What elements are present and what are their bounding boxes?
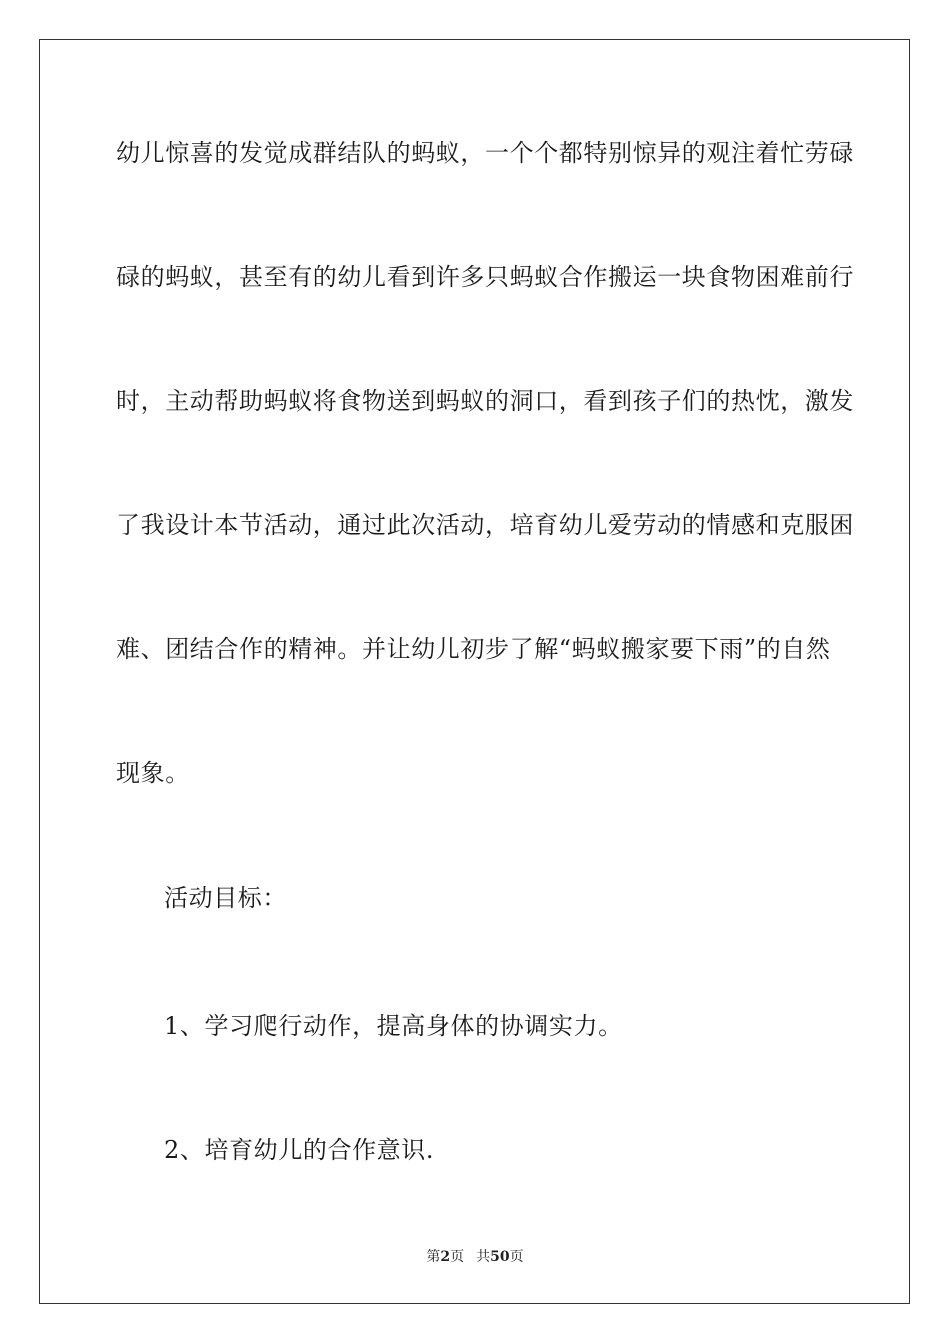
page-border xyxy=(39,39,910,1304)
body-line-6: 现象。 xyxy=(116,759,190,787)
page-footer xyxy=(0,1248,950,1266)
footer-page-total: 50 xyxy=(490,1249,510,1265)
footer-page-current: 2 xyxy=(440,1249,451,1265)
body-line-1: 幼儿惊喜的发觉成群结队的蚂蚁，一个个都特别惊异的观注着忙劳碌 xyxy=(116,139,854,167)
section-heading: 活动目标： xyxy=(164,884,287,912)
footer-page-prefix: 第 xyxy=(426,1249,441,1265)
body-line-4: 了我设计本节活动，通过此次活动，培育幼儿爱劳动的情感和克服困 xyxy=(116,511,854,539)
footer-page-suffix: 页 xyxy=(450,1249,465,1265)
goal-item-1: 1、学习爬行动作，提高身体的协调实力。 xyxy=(164,1012,623,1040)
goal-item-2: 2、培育幼儿的合作意识. xyxy=(164,1136,435,1164)
body-line-3: 时，主动帮助蚂蚁将食物送到蚂蚁的洞口，看到孩子们的热忱，激发 xyxy=(116,387,854,415)
body-line-2: 碌的蚂蚁，甚至有的幼儿看到许多只蚂蚁合作搬运一块食物困难前行 xyxy=(116,263,854,291)
footer-total-suffix: 页 xyxy=(509,1249,524,1265)
footer-total-prefix: 共 xyxy=(476,1249,491,1265)
body-line-5: 难、团结合作的精神。并让幼儿初步了解“蚂蚁搬家要下雨”的自然 xyxy=(116,635,831,663)
